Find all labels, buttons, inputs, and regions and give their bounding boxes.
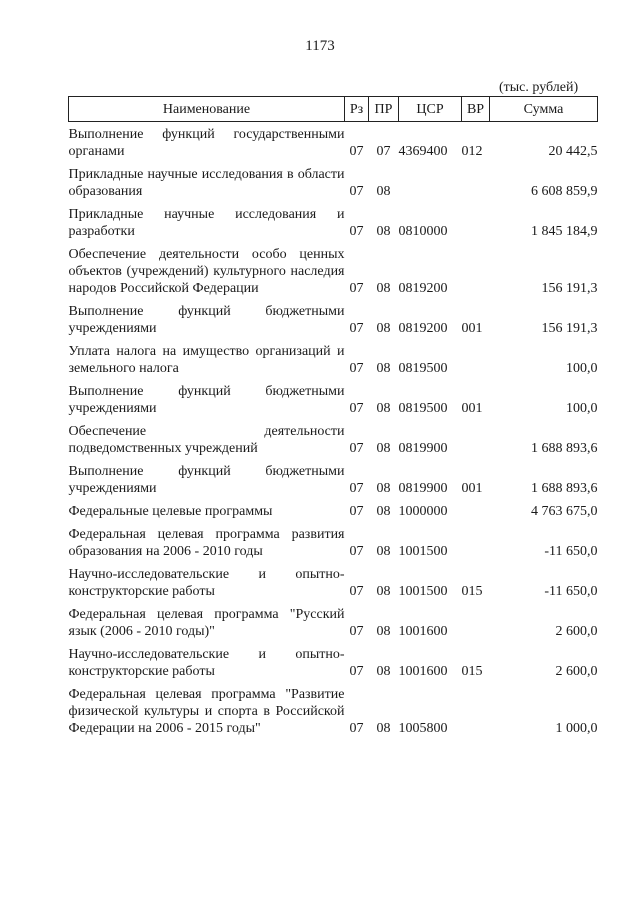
cell-csr: 0819200	[398, 321, 448, 336]
cell-csr: 1000000	[398, 504, 448, 519]
table-row	[69, 339, 598, 379]
cell-vr	[462, 602, 490, 642]
cell-rz: 07	[349, 401, 364, 416]
cell-vr	[462, 419, 490, 459]
cell-sum: 2 600,0	[555, 664, 598, 679]
cell-pr: 08	[376, 321, 391, 336]
cell-rz: 07	[349, 481, 364, 496]
table-body	[69, 122, 598, 740]
table-row	[69, 642, 598, 682]
cell-csr: 0819500	[398, 401, 448, 416]
cell-vr	[462, 522, 490, 562]
table-row	[69, 162, 598, 202]
cell-vr: 001	[461, 481, 483, 496]
table-row	[69, 562, 598, 602]
cell-sum: 100,0	[566, 361, 598, 376]
cell-sum: 2 600,0	[555, 624, 598, 639]
cell-pr: 08	[376, 544, 391, 559]
cell-name: Обеспечение деятельности подведомственных учреждений	[68, 424, 345, 456]
cell-rz: 07	[349, 584, 364, 599]
cell-sum: -11 650,0	[544, 544, 598, 559]
cell-pr: 08	[376, 624, 391, 639]
cell-vr	[462, 242, 490, 299]
table-row	[69, 379, 598, 419]
cell-csr: 0810000	[398, 224, 448, 239]
cell-name: Научно-исследовательские и опытно-конструкторские работы	[68, 647, 345, 679]
cell-rz: 07	[349, 144, 364, 159]
table-row	[69, 122, 598, 163]
cell-name: Прикладные научные исследования в области образования	[68, 167, 345, 199]
cell-sum: 6 608 859,9	[531, 184, 598, 199]
cell-csr: 0819900	[398, 441, 448, 456]
budget-table	[68, 96, 598, 739]
cell-name: Обеспечение деятельности особо ценных объектов (учреждений) культурного наследия народов Российской Федерации	[68, 247, 345, 296]
cell-vr: 012	[461, 144, 483, 159]
cell-vr	[462, 339, 490, 379]
cell-pr: 08	[376, 361, 391, 376]
cell-sum: 4 763 675,0	[531, 504, 598, 519]
cell-csr: 1001600	[398, 624, 448, 639]
cell-name: Федеральная целевая программа развития образования на 2006 - 2010 годы	[68, 527, 345, 559]
cell-rz: 07	[349, 721, 364, 736]
cell-rz: 07	[349, 361, 364, 376]
cell-csr	[399, 162, 462, 202]
header-csr: ЦСР	[399, 97, 462, 122]
cell-pr: 08	[376, 481, 391, 496]
cell-name: Федеральная целевая программа "Развитие физической культуры и спорта в Российской Федерации на 2006 - 2015 годы"	[68, 687, 345, 736]
cell-name: Выполнение функций государственными органами	[68, 127, 345, 159]
cell-rz: 07	[349, 224, 364, 239]
table-row	[69, 419, 598, 459]
cell-name: Прикладные научные исследования и разработки	[68, 207, 345, 239]
cell-vr: 015	[461, 664, 483, 679]
table-row	[69, 459, 598, 499]
table-row	[69, 682, 598, 739]
cell-vr	[462, 162, 490, 202]
cell-sum: 100,0	[566, 401, 598, 416]
cell-pr: 08	[376, 401, 391, 416]
cell-pr: 08	[376, 224, 391, 239]
cell-rz: 07	[349, 441, 364, 456]
cell-pr: 08	[376, 504, 391, 519]
header-vr: ВР	[462, 97, 490, 122]
table-row	[69, 602, 598, 642]
header-name: Наименование	[69, 97, 345, 122]
cell-sum: 1 000,0	[555, 721, 598, 736]
cell-sum: 1 688 893,6	[531, 481, 598, 496]
table-row	[69, 499, 598, 522]
cell-csr: 1001600	[398, 664, 448, 679]
cell-sum: 20 442,5	[548, 144, 598, 159]
cell-csr: 0819900	[398, 481, 448, 496]
cell-pr: 08	[376, 721, 391, 736]
cell-csr: 0819200	[398, 281, 448, 296]
cell-vr	[462, 499, 490, 522]
cell-name: Научно-исследовательские и опытно-конструкторские работы	[68, 567, 345, 599]
cell-pr: 08	[376, 584, 391, 599]
cell-rz: 07	[349, 504, 364, 519]
table-header-row	[69, 97, 598, 122]
cell-pr: 08	[376, 664, 391, 679]
cell-rz: 07	[349, 664, 364, 679]
cell-name: Федеральная целевая программа "Русский язык (2006 - 2010 годы)"	[68, 607, 345, 639]
cell-vr	[462, 682, 490, 739]
header-rz: Рз	[345, 97, 369, 122]
cell-vr: 001	[461, 321, 483, 336]
cell-csr: 1001500	[398, 584, 448, 599]
cell-name: Уплата налога на имущество организаций и земельного налога	[68, 344, 345, 376]
table-row	[69, 299, 598, 339]
cell-name: Выполнение функций бюджетными учреждениями	[68, 464, 345, 496]
cell-sum: -11 650,0	[544, 584, 598, 599]
cell-rz: 07	[349, 184, 364, 199]
cell-pr: 08	[376, 281, 391, 296]
cell-sum: 156 191,3	[541, 281, 598, 296]
table-row	[69, 202, 598, 242]
cell-name: Выполнение функций бюджетными учреждениями	[68, 304, 345, 336]
cell-pr: 08	[376, 184, 391, 199]
cell-name: Выполнение функций бюджетными учреждениями	[68, 384, 345, 416]
cell-rz: 07	[349, 281, 364, 296]
cell-csr: 1005800	[398, 721, 448, 736]
header-pr: ПР	[369, 97, 399, 122]
cell-rz: 07	[349, 544, 364, 559]
cell-name: Федеральные целевые программы	[68, 504, 273, 519]
table-row	[69, 522, 598, 562]
cell-vr: 015	[461, 584, 483, 599]
cell-csr: 0819500	[398, 361, 448, 376]
cell-csr: 1001500	[398, 544, 448, 559]
cell-vr: 001	[461, 401, 483, 416]
cell-sum: 1 845 184,9	[531, 224, 598, 239]
cell-sum: 156 191,3	[541, 321, 598, 336]
table-row	[69, 242, 598, 299]
cell-sum: 1 688 893,6	[531, 441, 598, 456]
page-number: 1173	[305, 38, 335, 54]
cell-csr: 4369400	[398, 144, 448, 159]
header-sum: Сумма	[490, 97, 598, 122]
cell-pr: 07	[376, 144, 391, 159]
cell-rz: 07	[349, 321, 364, 336]
cell-pr: 08	[376, 441, 391, 456]
cell-vr	[462, 202, 490, 242]
units-label: (тыс. рублей)	[499, 80, 579, 95]
cell-rz: 07	[349, 624, 364, 639]
